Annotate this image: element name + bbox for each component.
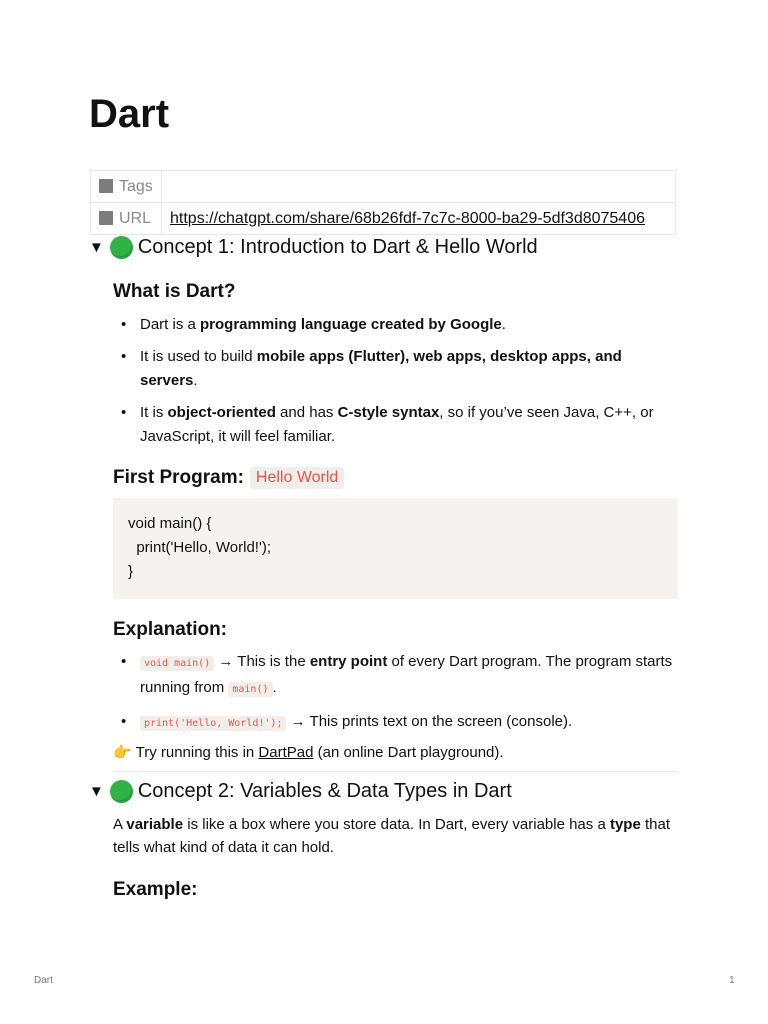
example-heading: Example:: [113, 879, 198, 900]
hello-world-code-tag: Hello World: [250, 467, 344, 489]
text: Dart is a: [140, 316, 201, 333]
bold-text: C-style syntax: [337, 404, 440, 421]
text: .: [193, 372, 198, 389]
text: Try running this in: [135, 744, 259, 761]
pointing-hand-icon: 👉: [113, 744, 132, 761]
inline-code: print('Hello, World!');: [140, 716, 286, 731]
property-row-tags: [91, 171, 676, 203]
property-row-url: [91, 203, 676, 235]
property-icon: [99, 179, 113, 193]
list-item: [113, 710, 673, 736]
footer-document-title: Dart: [34, 975, 53, 986]
dartpad-link[interactable]: DartPad: [258, 744, 314, 761]
bold-text: mobile apps (Flutter), web apps, desktop apps, and servers: [140, 348, 622, 389]
inline-code: main(): [228, 682, 272, 697]
property-value[interactable]: [162, 171, 676, 203]
property-key: [91, 171, 162, 203]
text: .: [272, 679, 277, 696]
list-item: [113, 401, 673, 449]
inline-code: void main(): [140, 656, 214, 671]
property-label: URL: [119, 209, 152, 227]
what-is-dart-list: [113, 313, 673, 457]
first-program-heading: [113, 467, 344, 489]
concept1-toggle-heading[interactable]: [89, 236, 538, 259]
explanation-list: [113, 650, 673, 744]
list-item: [113, 650, 673, 702]
text: of every Dart program. The program starts running from: [140, 653, 673, 696]
text: is like a box where you store data. In Dart, every variable has a: [183, 816, 610, 833]
text: It is: [140, 404, 168, 421]
text: (an online Dart playground).: [313, 744, 504, 761]
concept2-toggle-heading[interactable]: [89, 780, 512, 803]
variables-paragraph: [113, 813, 679, 859]
text: → This prints text on the screen (console).: [286, 713, 573, 730]
list-item: [113, 345, 673, 393]
text: .: [501, 316, 506, 333]
concept1-heading: Concept 1: Introduction to Dart & Hello World: [137, 236, 538, 258]
property-value: [162, 203, 676, 235]
property-key: [91, 203, 162, 235]
list-item: [113, 313, 673, 337]
tip-callout: [113, 741, 504, 764]
toggle-triangle-icon[interactable]: ▼: [89, 783, 104, 800]
property-icon: [99, 211, 113, 225]
text: It is used to build: [140, 348, 257, 365]
green-circle-icon: [110, 236, 133, 259]
text: → This is the: [214, 653, 310, 670]
footer-page-number: 1: [729, 975, 735, 986]
divider: [113, 771, 678, 772]
bold-text: object-oriented: [167, 404, 276, 421]
text: that tells what kind of data it can hold.: [113, 816, 670, 856]
text: , so if you’ve seen Java, C++, or JavaScript, it will feel familiar.: [140, 404, 654, 445]
text: and has: [275, 404, 338, 421]
green-circle-icon: [110, 780, 133, 803]
property-label: Tags: [119, 177, 153, 195]
heading-text: First Program:: [113, 467, 244, 488]
page-title: Dart: [89, 92, 170, 136]
bold-text: programming language created by Google: [200, 316, 502, 333]
bold-text: variable: [126, 816, 184, 833]
text: A: [113, 816, 127, 833]
bold-text: entry point: [309, 653, 388, 670]
url-link[interactable]: https://chatgpt.com/share/68b26fdf-7c7c-8000-ba29-5df3d8075406: [170, 209, 645, 227]
explanation-heading: Explanation:: [113, 619, 228, 640]
properties-table: [90, 170, 676, 235]
toggle-triangle-icon[interactable]: ▼: [89, 239, 104, 256]
concept2-heading: Concept 2: Variables & Data Types in Dart: [137, 780, 512, 802]
what-is-dart-heading: What is Dart?: [113, 281, 236, 302]
code-block[interactable]: void main() { print('Hello, World!'); }: [113, 498, 678, 599]
bold-text: type: [609, 816, 641, 833]
